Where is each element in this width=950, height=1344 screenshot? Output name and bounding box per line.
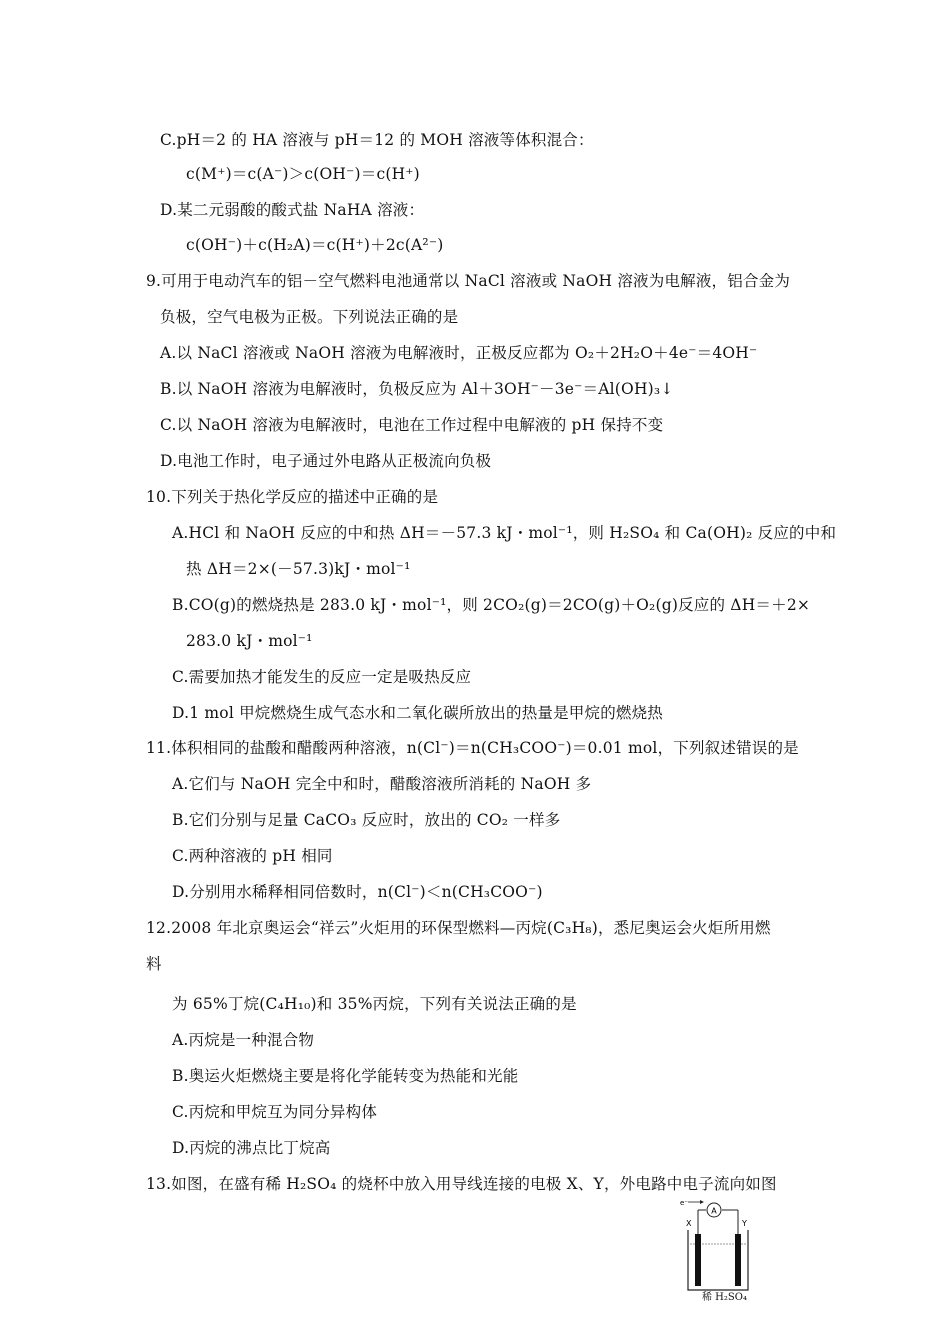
electrode-x-label: X: [686, 1219, 692, 1228]
option-11c: C.两种溶液的 pH 相同: [172, 847, 333, 865]
option-11b: B.它们分别与足量 CaCO₃ 反应时，放出的 CO₂ 一样多: [172, 811, 561, 829]
option-10c: C.需要加热才能发生的反应一定是吸热反应: [172, 668, 472, 686]
option-10a-cont: 热 ΔH＝2×(－57.3)kJ・mol⁻¹: [186, 560, 411, 578]
electrode-y-label: Y: [742, 1219, 747, 1228]
electrode-y: [735, 1234, 741, 1286]
question-11-stem: 11.体积相同的盐酸和醋酸两种溶液，n(Cl⁻)＝n(CH₃COO⁻)＝0.01 mol，下列叙述错误的是: [146, 739, 799, 757]
question-12-stem-wrap: 料: [146, 955, 162, 973]
option-9a: A.以 NaCl 溶液或 NaOH 溶液为电解液时，正极反应都为 O₂＋2H₂O＋4e⁻＝4OH⁻: [160, 344, 758, 362]
option-10b: B.CO(g)的燃烧热是 283.0 kJ・mol⁻¹，则 2CO₂(g)＝2CO(g)＋O₂(g)反应的 ΔH＝＋2×: [172, 596, 811, 614]
option-8d-equation: c(OH⁻)＋c(H₂A)＝c(H⁺)＋2c(A²⁻): [186, 236, 444, 254]
option-10d: D.1 mol 甲烷燃烧生成气态水和二氧化碳所放出的热量是甲烷的燃烧热: [172, 704, 664, 722]
electrode-x: [695, 1234, 701, 1286]
electron-label: e⁻: [680, 1199, 689, 1207]
question-12-stem: 12.2008 年北京奥运会“祥云”火炬用的环保型燃料—丙烷(C₃H₈)，悉尼奥运会火炬所用燃: [146, 919, 771, 937]
option-12d: D.丙烷的沸点比丁烷高: [172, 1139, 331, 1157]
question-12-stem-cont: 为 65%丁烷(C₄H₁₀)和 35%丙烷，下列有关说法正确的是: [172, 995, 577, 1013]
option-10b-cont: 283.0 kJ・mol⁻¹: [186, 632, 313, 650]
option-12a: A.丙烷是一种混合物: [172, 1031, 315, 1049]
figure-caption: 稀 H₂SO₄: [702, 1292, 747, 1303]
question-10-stem: 10.下列关于热化学反应的描述中正确的是: [146, 488, 439, 506]
option-8d: D.某二元弱酸的酸式盐 NaHA 溶液：: [160, 201, 425, 219]
option-9b: B.以 NaOH 溶液为电解液时，负极反应为 Al＋3OH⁻－3e⁻＝Al(OH)₃↓: [160, 380, 674, 398]
option-10a: A.HCl 和 NaOH 反应的中和热 ΔH＝－57.3 kJ・mol⁻¹，则 H₂SO₄ 和 Ca(OH)₂ 反应的中和: [172, 524, 837, 542]
option-11a: A.它们与 NaOH 完全中和时，醋酸溶液所消耗的 NaOH 多: [172, 775, 592, 793]
question-9-stem: 9.可用于电动汽车的铝－空气燃料电池通常以 NaCl 溶液或 NaOH 溶液为电解液，铝合金为: [146, 272, 791, 290]
question-9-stem-cont: 负极，空气电极为正极。下列说法正确的是: [160, 308, 459, 326]
ammeter-label: A: [711, 1206, 717, 1216]
option-12b: B.奥运火炬燃烧主要是将化学能转变为热能和光能: [172, 1067, 519, 1085]
option-9c: C.以 NaOH 溶液为电解液时，电池在工作过程中电解液的 pH 保持不变: [160, 416, 664, 434]
option-11d: D.分别用水稀释相同倍数时，n(Cl⁻)＜n(CH₃COO⁻): [172, 883, 543, 901]
option-8c: C.pH＝2 的 HA 溶液与 pH＝12 的 MOH 溶液等体积混合：: [160, 131, 594, 149]
option-9d: D.电池工作时，电子通过外电路从正极流向负极: [160, 452, 492, 470]
option-12c: C.丙烷和甲烷互为同分异构体: [172, 1103, 378, 1121]
question-13-stem: 13.如图，在盛有稀 H₂SO₄ 的烧杯中放入用导线连接的电极 X、Y，外电路中电子流向如图: [146, 1175, 777, 1193]
option-8c-equation: c(M⁺)＝c(A⁻)＞c(OH⁻)＝c(H⁺): [186, 165, 420, 183]
